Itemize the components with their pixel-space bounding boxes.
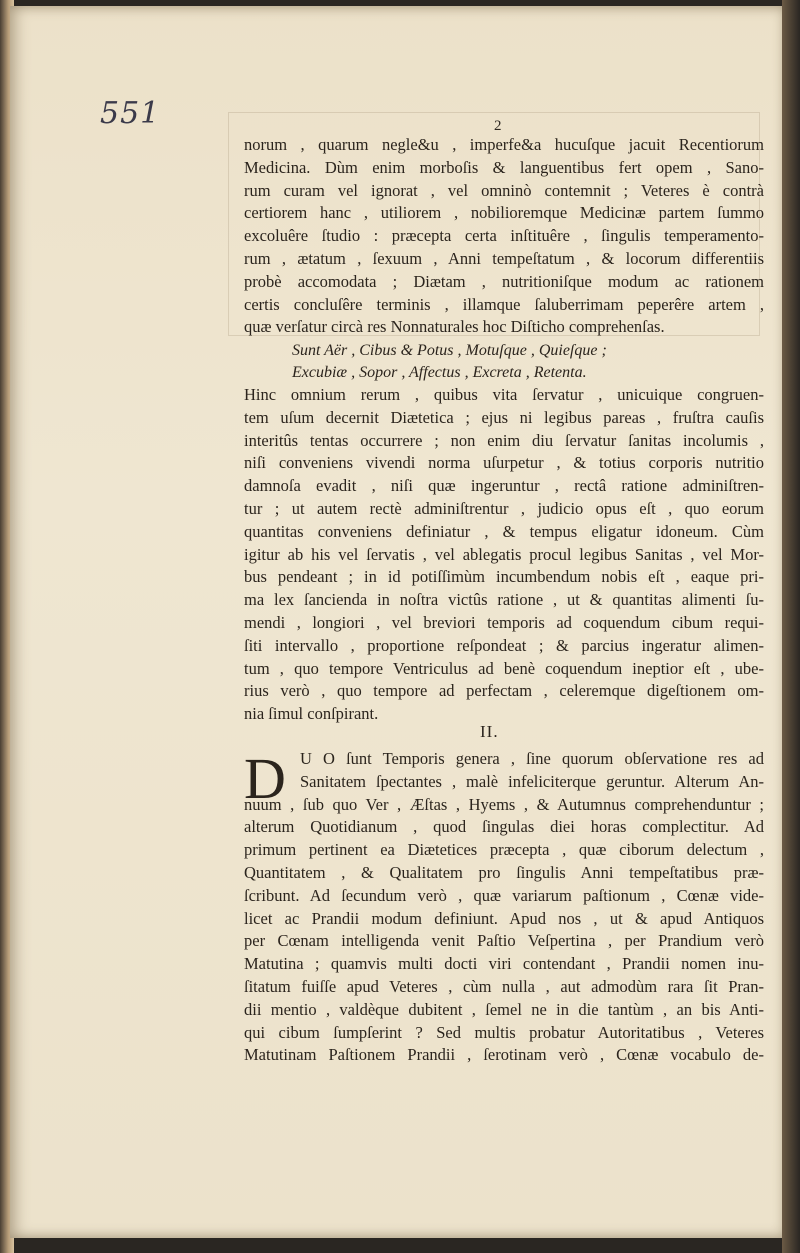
text-line: tur ; ut autem rectè adminiſtrentur , judicio opus eſt , quo eorum	[244, 498, 764, 518]
page-edge	[782, 0, 800, 1253]
text-line: interitûs tentas occurrere ; non enim diu ſervatur ſanitas incolumis ,	[244, 430, 764, 450]
text-line: certis concluſêre terminis , illamque ſaluberrimam peperêre artem ,	[244, 294, 764, 314]
paragraph-2	[244, 384, 764, 726]
text-line: dii mentio , valdèque dubitent , ſemel ne in die tantùm , an bis Anti-	[244, 999, 764, 1019]
text-line: ſitatum fuiſſe apud Veteres , cùm nulla , aut admodùm rara ſit Pran-	[244, 976, 764, 996]
text-line: quantitas conveniens definiatur , & tempus eligatur idoneum. Cùm	[244, 521, 764, 541]
verse-line: Sunt Aër , Cibus & Potus , Motuſque , Quieſque ;	[292, 342, 607, 359]
text-line: qui cibum ſumpſerint ? Sed multis probatur Autoritatibus , Veteres	[244, 1022, 764, 1042]
text-line: certiorem hanc , utiliorem , nobilioremque Medicinæ partem ſummo	[244, 203, 764, 223]
text-line: rum , ætatum , ſexuum , Anni tempeſtatum , & locorum differentiis	[244, 248, 764, 268]
text-line: tem uſum decernit Diætetica ; ejus ni legibus pareas , fruſtra cauſis	[244, 407, 764, 427]
text-line: quæ verſatur circà res Nonnaturales hoc Diſticho comprehenſas.	[244, 317, 665, 337]
text-line: Quantitatem , & Qualitatem pro ſingulis Anni tempeſtatibus præ-	[244, 862, 764, 882]
paragraph-1	[244, 134, 764, 339]
text-line: Sanitatem ſpectantes , malè infeliciterque geruntur. Alterum An-	[300, 771, 764, 791]
signature-mark: 2	[494, 118, 502, 134]
text-line: tum , quo tempore Ventriculus ad benè coquendum ineptior eſt , ube-	[244, 658, 764, 678]
text-line: Hinc omnium rerum , quibus vita ſervatur , unicuique congruen-	[244, 385, 764, 404]
text-line: primum pertinent ea Diætetices præcepta , quæ ciborum delectum ,	[244, 840, 764, 860]
text-line: alterum Quotidianum , quod ſingulas diei horas complectitur. Ad	[244, 817, 764, 837]
text-line: ſiti intervallo , proportione reſpondeat ; & parcius ingeratur alimen-	[244, 635, 764, 655]
text-line: Matutinam Paſtionem Prandii , ſerotinam verò , Cœnæ vocabulo de-	[244, 1045, 764, 1065]
drop-capital: D	[244, 746, 286, 811]
text-line: rum curam vel ignorat , vel omninò contemnit ; Veteres è contrà	[244, 180, 764, 200]
text-line: excoluêre ſtudio : præcepta certa inſtituêre , ſingulis temperamento-	[244, 226, 764, 246]
text-line: mendi , longiori , vel breviori temporis ad coquendum cibum requi-	[244, 612, 764, 632]
text-line: per Cœnam intelligenda venit Paſtio Veſpertina , per Prandium verò	[244, 931, 764, 951]
text-line: niſi conveniens vivendi norma uſurpetur , & totius corporis nutritio	[244, 453, 764, 473]
folio-number: 551	[100, 96, 161, 131]
text-line: probè accomodata ; Diætam , nutritioniſque modum ac rationem	[244, 271, 764, 291]
verse-line: Excubiæ , Sopor , Affectus , Excreta , Retenta.	[292, 364, 587, 381]
text-line: U O ſunt Temporis genera , ſine quorum obſervatione res ad	[300, 749, 764, 768]
text-line: ſcribunt. Ad ſecundum verò , quæ variarum paſtionum , Cœnæ vide-	[244, 885, 764, 905]
text-line: bus pendeant ; in id potiſſimùm incumbendum nobis eſt , eaque pri-	[244, 567, 764, 587]
text-line: nia ſimul conſpirant.	[244, 704, 379, 724]
text-line: Medicina. Dùm enim morboſis & languentibus fert opem , Sano-	[244, 157, 764, 177]
text-line: damnoſa evadit , niſi quæ ingeruntur , rectâ ratione adminiſtren-	[244, 476, 764, 496]
text-line: Matutina ; quamvis multi docti viri contendant , Prandii nomen inu-	[244, 954, 764, 974]
text-line: licet ac Prandii modum definiunt. Apud nos , ut & apud Antiquos	[244, 908, 764, 928]
text-line: nuum , ſub quo Ver , Æſtas , Hyems , & Autumnus comprehenduntur ;	[244, 794, 764, 814]
section-heading: II.	[480, 722, 499, 741]
text-line: norum , quarum negle&u , imperfe&a hucuſque jacuit Recentiorum	[244, 135, 764, 154]
text-line: igitur ab his vel ſervatis , vel ablegatis procul legibus Sanitas , vel Mor-	[244, 544, 764, 564]
text-line: ma lex ſancienda in noſtra victûs ratione , ut & quantitas alimenti ſu-	[244, 590, 764, 610]
text-line: rius verò , quo tempore ad perfectam , celeremque digeſtionem om-	[244, 681, 764, 701]
distich-verse	[292, 340, 752, 384]
paragraph-3	[244, 748, 764, 1067]
